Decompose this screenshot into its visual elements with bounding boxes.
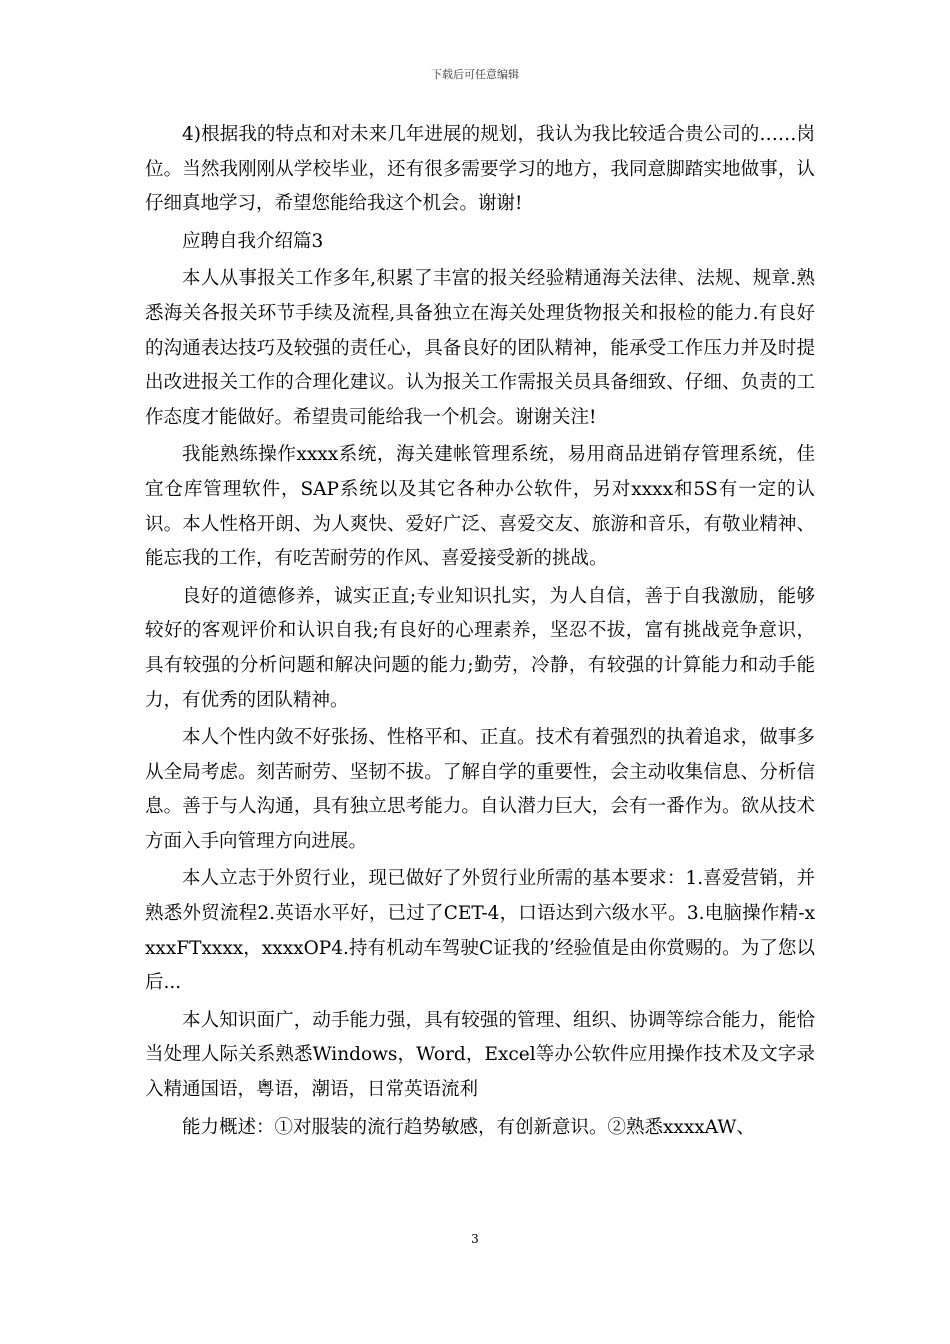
page-number: 3 — [471, 1232, 479, 1246]
page-header: 下载后可任意编辑 — [431, 68, 519, 81]
paragraph-foreign-trade: 本人立志于外贸行业，现已做好了外贸行业所需的基本要求：1.喜爱营销，并熟悉外贸流程2.英语水平好，已过了CET-4，口语达到六级水平。3.电脑操作精-xxxxFTxxxx，xxxxOP4.持有机动车驾驶C证我的’经验值是由你赏赐的。为了您以后... — [145, 868, 815, 994]
paragraph-ability-summary: 能力概述：①对服装的流行趋势敏感，有创新意识。②熟悉xxxxAW、 — [182, 1116, 755, 1138]
paragraph-knowledge: 本人知识面广，动手能力强，具有较强的管理、组织、协调等综合能力，能恰当处理人际关系熟悉Windows，Word，Excel等办公软件应用操作技术及文字录入精通国语，粤语，潮语，日常英语流利 — [145, 1009, 815, 1101]
paragraph-customs-experience: 本人从事报关工作多年,积累了丰富的报关经验精通海关法律、法规、规章.熟悉海关各报关环节手续及流程,具备独立在海关处理货物报关和报检的能力.有良好的沟通表达技巧及较强的责任心，具备良好的团队精神，能承受工作压力并及时提出改进报关工作的合理化建议。认为报关工作需报关员具备细致、仔细、负责的工作态度才能做好。希望贵司能给我一个机会。谢谢关注! — [145, 268, 815, 428]
section-heading: 应聘自我介绍篇3 — [182, 230, 324, 252]
document-body — [145, 118, 815, 1148]
paragraph-moral-character: 良好的道德修养，诚实正直;专业知识扎实，为人自信，善于自我激励，能够较好的客观评价和认识自我;有良好的心理素养，坚忍不拔，富有挑战竞争意识，具有较强的分析问题和解决问题的能力;勤劳，冷静，有较强的计算能力和动手能力，有优秀的团队精神。 — [145, 585, 815, 711]
paragraph-software-skills: 我能熟练操作xxxx系统，海关建帐管理系统，易用商品进销存管理系统，佳宜仓库管理软件，SAP系统以及其它各种办公软件，另对xxxx和5S有一定的认识。本人性格开朗、为人爽快、爱好广泛、喜爱交友、旅游和音乐，有敬业精神、能忘我的工作，有吃苦耐劳的作风、喜爱接受新的挑战。 — [145, 444, 815, 570]
paragraph-position-fit: 4)根据我的特点和对未来几年进展的规划，我认为我比较适合贵公司的……岗位。当然我刚刚从学校毕业，还有很多需要学习的地方，我同意脚踏实地做事，认仔细真地学习，希望您能给我这个机会。谢谢! — [145, 124, 815, 215]
paragraph-personality: 本人个性内敛不好张扬、性格平和、正直。技术有着强烈的执着追求，做事多从全局考虑。刻苦耐劳、坚韧不拔。了解自学的重要性，会主动收集信息、分析信息。善于与人沟通，具有独立思考能力。自认潜力巨大，会有一番作为。欲从技术方面入手向管理方向进展。 — [145, 727, 815, 852]
